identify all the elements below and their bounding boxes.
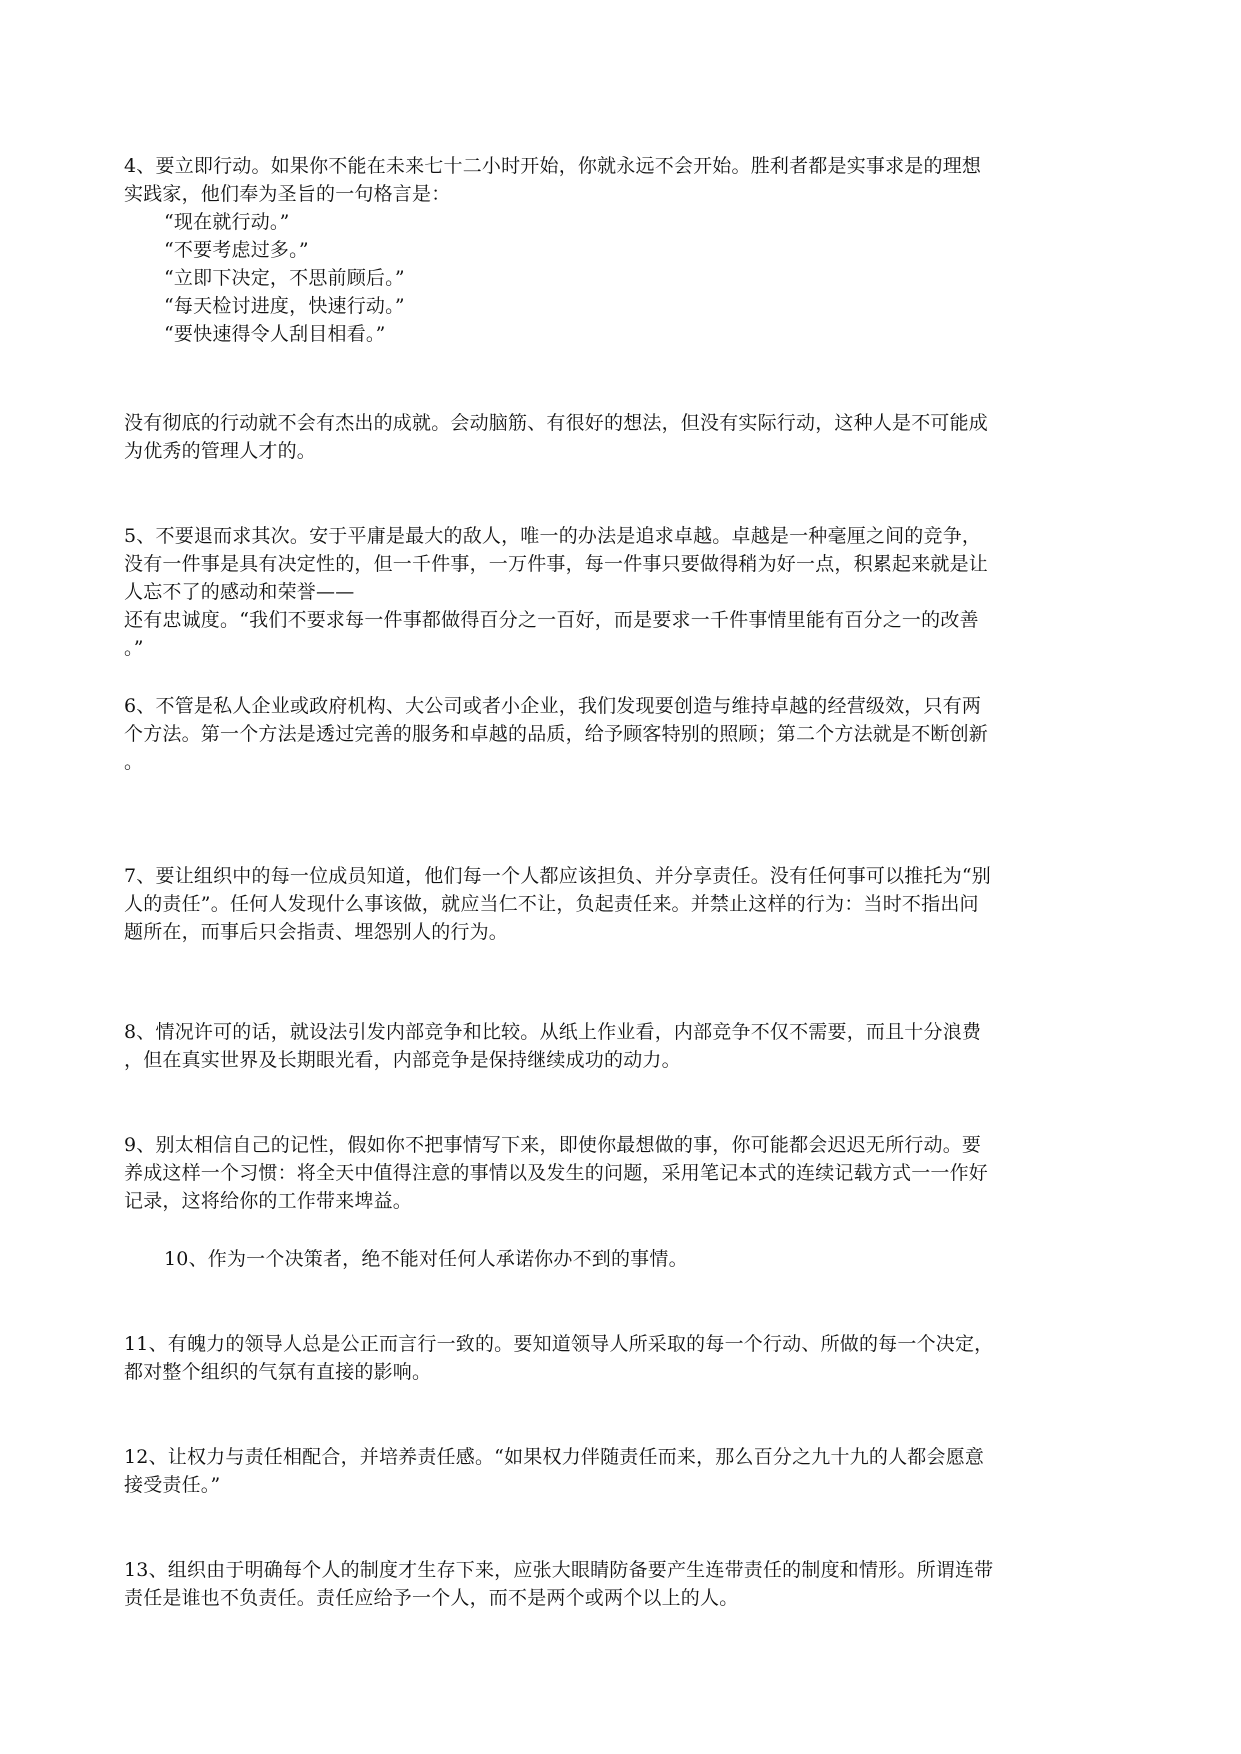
paragraph-9-write-it-down bbox=[124, 1131, 1120, 1215]
quote-line: “每天检讨进度，快速行动。” bbox=[164, 295, 405, 317]
paragraph-13-joint-liability bbox=[124, 1556, 1120, 1612]
paragraph-10-promises bbox=[124, 1245, 1120, 1273]
paragraph-5-excellence bbox=[124, 522, 1120, 662]
paragraph-line: 6、不管是私人企业或政府机构、大公司或者小企业，我们发现要创造与维持卓越的经营级效，只有两 bbox=[124, 695, 982, 717]
paragraph-line: 9、别太相信自己的记性，假如你不把事情写下来，即使你最想做的事，你可能都会迟迟无所行动。要 bbox=[124, 1134, 982, 1156]
paragraph-line: 题所在，而事后只会指责、埋怨别人的行为。 bbox=[124, 921, 509, 943]
paragraph-action-achievement bbox=[124, 409, 1120, 465]
paragraph-11-leadership bbox=[124, 1330, 1120, 1386]
paragraph-line: 4、要立即行动。如果你不能在未来七十二小时开始，你就永远不会开始。胜利者都是实事求是的理想 bbox=[124, 155, 982, 177]
paragraph-line: 11、有魄力的领导人总是公正而言行一致的。要知道领导人所采取的每一个行动、所做的每一个决定， bbox=[124, 1333, 994, 1355]
paragraph-line: 为优秀的管理人才的。 bbox=[124, 440, 317, 462]
paragraph-line: 没有彻底的行动就不会有杰出的成就。会动脑筋、有很好的想法，但没有实际行动，这种人是不可能成 bbox=[124, 412, 989, 434]
quote-line: “不要考虑过多。” bbox=[164, 239, 309, 261]
paragraph-line: 记录，这将给你的工作带来埤益。 bbox=[124, 1190, 413, 1212]
paragraph-line: ，但在真实世界及长期眼光看，内部竞争是保持继续成功的动力。 bbox=[124, 1049, 681, 1071]
paragraph-line: 责任是谁也不负责任。责任应给予一个人，而不是两个或两个以上的人。 bbox=[124, 1587, 739, 1609]
paragraph-line: 人忘不了的感动和荣誉—— bbox=[124, 581, 355, 603]
paragraph-line: 人的责任”。任何人发现什么事该做，就应当仁不让，负起责任来。并禁止这样的行为：当时不指出问 bbox=[124, 893, 979, 915]
paragraph-7-responsibility bbox=[124, 862, 1120, 946]
paragraph-line: 。 bbox=[124, 751, 144, 773]
paragraph-line: 接受责任。” bbox=[124, 1474, 221, 1496]
paragraph-line: 8、情况许可的话，就设法引发内部竞争和比较。从纸上作业看，内部竞争不仅不需要，而且十分浪费 bbox=[124, 1021, 982, 1043]
paragraph-line: 都对整个组织的气氛有直接的影响。 bbox=[124, 1361, 432, 1383]
paragraph-line: 12、让权力与责任相配合，并培养责任感。“如果权力伴随责任而来，那么百分之九十九的人都会愿意 bbox=[124, 1446, 985, 1468]
paragraph-8-internal-competition bbox=[124, 1018, 1120, 1074]
paragraph-line: 10、作为一个决策者，绝不能对任何人承诺你办不到的事情。 bbox=[164, 1248, 688, 1270]
paragraph-6-two-methods bbox=[124, 692, 1120, 776]
paragraph-line: 5、不要退而求其次。安于平庸是最大的敌人，唯一的办法是追求卓越。卓越是一种毫厘之间的竞争， bbox=[124, 525, 982, 547]
paragraph-line: 没有一件事是具有决定性的，但一千件事，一万件事，每一件事只要做得稍为好一点，积累起来就是让 bbox=[124, 553, 989, 575]
paragraph-4-act-now bbox=[124, 152, 1120, 348]
paragraph-line: 还有忠诚度。“我们不要求每一件事都做得百分之一百好，而是要求一千件事情里能有百分之一的改善 bbox=[124, 609, 979, 631]
paragraph-line: 实践家，他们奉为圣旨的一句格言是： bbox=[124, 183, 451, 205]
paragraph-line: 。” bbox=[124, 637, 144, 659]
quote-line: “现在就行动。” bbox=[164, 211, 290, 233]
paragraph-line: 13、组织由于明确每个人的制度才生存下来，应张大眼睛防备要产生连带责任的制度和情形。所谓连带 bbox=[124, 1559, 994, 1581]
quote-line: “立即下决定，不思前顾后。” bbox=[164, 267, 405, 289]
quote-line: “要快速得令人刮目相看。” bbox=[164, 323, 386, 345]
paragraph-line: 7、要让组织中的每一位成员知道，他们每一个人都应该担负、并分享责任。没有任何事可以推托为“别 bbox=[124, 865, 992, 887]
paragraph-line: 养成这样一个习惯：将全天中值得注意的事情以及发生的问题，采用笔记本式的连续记载方式一一作好 bbox=[124, 1162, 989, 1184]
paragraph-line: 个方法。第一个方法是透过完善的服务和卓越的品质，给予顾客特别的照顾；第二个方法就是不断创新 bbox=[124, 723, 989, 745]
paragraph-12-authority bbox=[124, 1443, 1120, 1499]
